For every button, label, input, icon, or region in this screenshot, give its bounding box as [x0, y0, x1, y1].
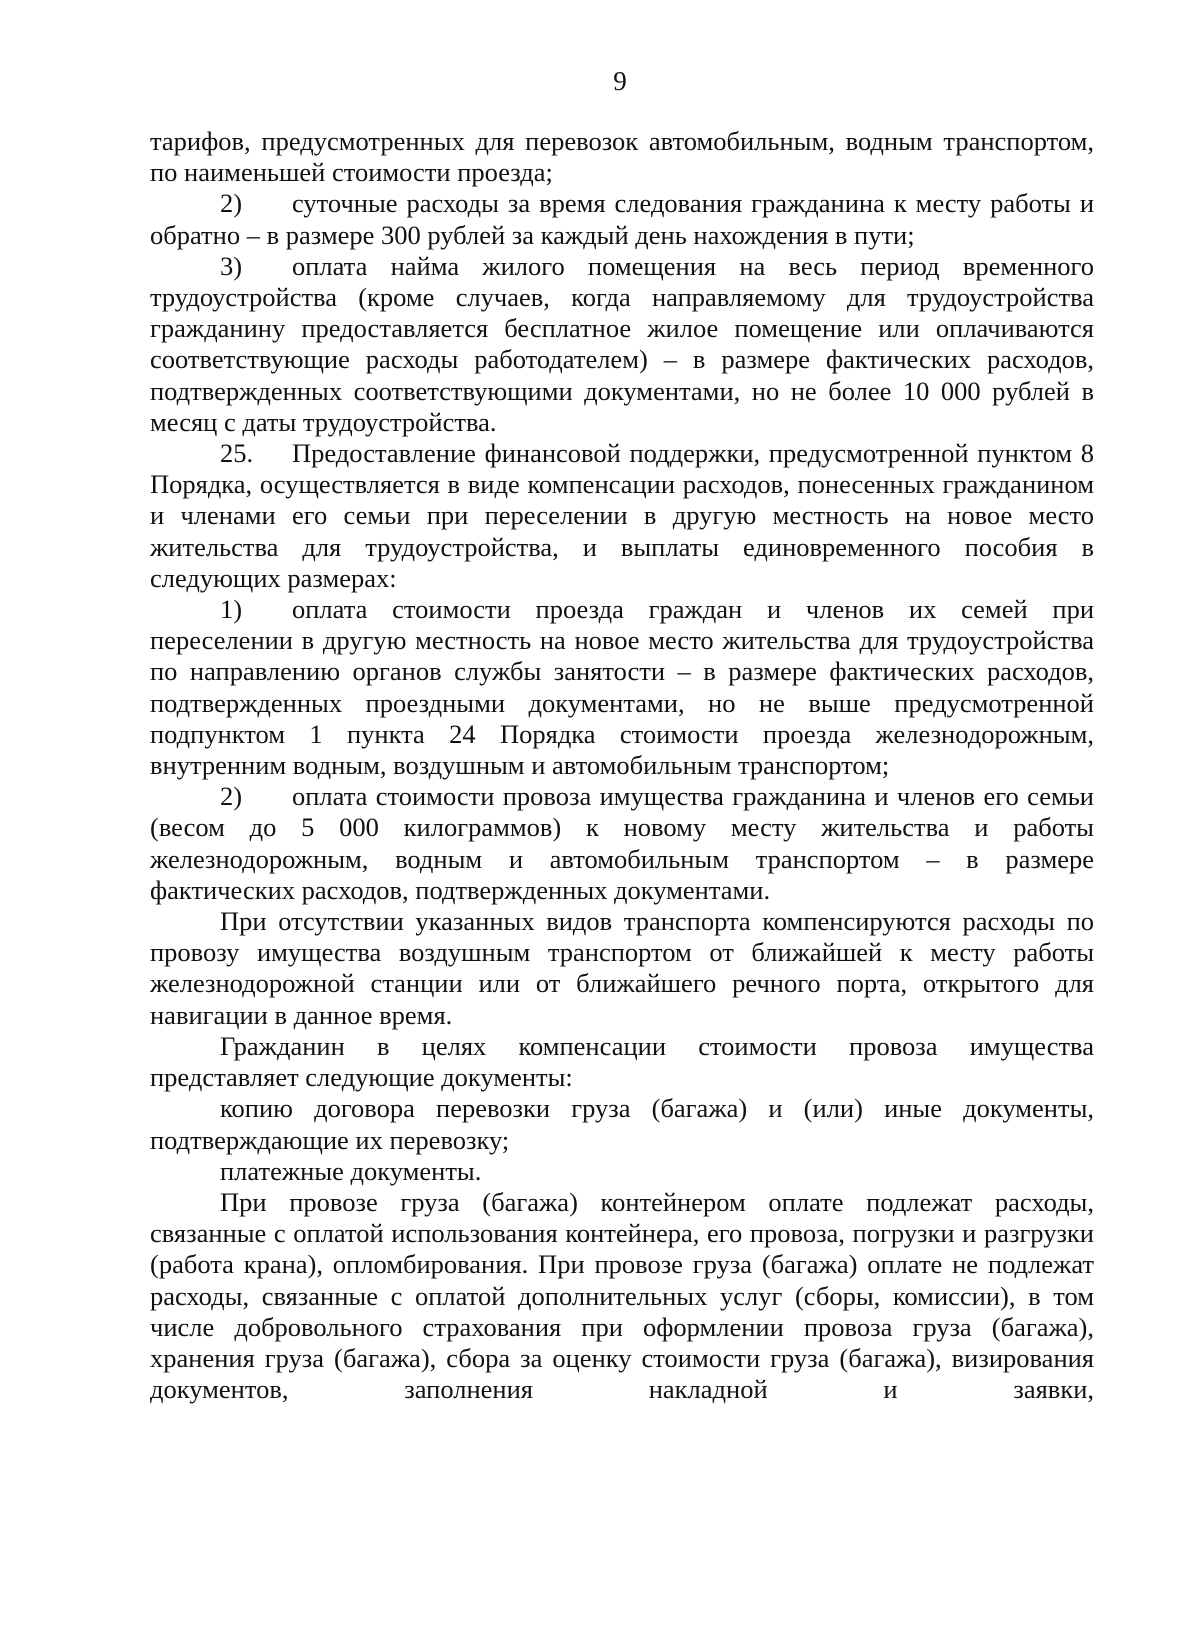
- item-number: 2): [220, 188, 243, 219]
- paragraph-payment-documents: [150, 1156, 1094, 1187]
- paragraph-air-transport: [150, 906, 1094, 1031]
- paragraph-text: оплата найма жилого помещения на весь период временного трудоустройства (кроме случаев, когда направляемому для трудоустройства гражданину предоставляется бесплатное жилое помещение или оплачиваются соответствующие расходы работодателем) – в размере фактических расходов, подтвержденных соответствующими документами, но не более 10 000 рублей в месяц с даты трудоустройства.: [150, 250, 1094, 437]
- document-body: [150, 126, 1094, 1405]
- paragraph-documents-intro: [150, 1031, 1094, 1093]
- item-number: 2): [220, 781, 243, 812]
- paragraph-container-shipping: [150, 1187, 1094, 1405]
- paragraph-text: суточные расходы за время следования гражданина к месту работы и обратно – в размере 300 рублей за каждый день нахождения в пути;: [150, 188, 1094, 250]
- paragraph-text: платежные документы.: [220, 1155, 482, 1186]
- section-number: 25.: [220, 438, 254, 469]
- item-number: 3): [220, 250, 243, 281]
- paragraph-text: оплата стоимости провоза имущества гражданина и членов его семьи (весом до 5 000 килограммов) к новому месту жительства и работы железнодорожным, водным и автомобильным транспортом – в размере фактических расходов, подтвержденных документами.: [150, 781, 1094, 905]
- paragraph-item-2-property-transport: [150, 781, 1094, 906]
- paragraph-text: копию договора перевозки груза (багажа) и (или) иные документы, подтверждающие их перевозку;: [150, 1093, 1094, 1155]
- paragraph-text: оплата стоимости проезда граждан и членов их семей при переселении в другую местность на новое место жительства для трудоустройства по направлению органов службы занятости – в размере фактических расходов, подтвержденных проездными документами, но не выше предусмотренной подпунктом 1 пункта 24 Порядка стоимости проезда железнодорожным, внутренним водным, воздушным и автомобильным транспортом;: [150, 594, 1094, 781]
- paragraph-text: Гражданин в целях компенсации стоимости провоза имущества представляет следующие документы:: [150, 1030, 1094, 1093]
- paragraph-text: При отсутствии указанных видов транспорта компенсируются расходы по провозу имущества воздушным транспортом от ближайшей к месту работы железнодорожной станции или от ближайшего речного порта, открытого для навигации в данное время.: [150, 906, 1094, 1030]
- paragraph-tariffs: [150, 126, 1094, 188]
- paragraph-text: При провозе груза (багажа) контейнером оплате подлежат расходы, связанные с оплатой использования контейнера, его провоза, погрузки и разгрузки (работа крана), опломбирования. При провозе груза (багажа) оплате не подлежат расходы, связанные с оплатой дополнительных услуг (сборы, комиссии), в том числе добровольного страхования при оформлении провоза груза (багажа), хранения груза (багажа), сбора за оценку стоимости груза (багажа), визирования документов, заполнения накладной и заявки,: [150, 1186, 1094, 1405]
- paragraph-item-3-housing: [150, 251, 1094, 438]
- paragraph-item-2-daily-expenses: [150, 188, 1094, 250]
- item-number: 1): [220, 594, 243, 625]
- paragraph-text: тарифов, предусмотренных для перевозок автомобильным, водным транспортом, по наименьшей стоимости проезда;: [150, 126, 1094, 188]
- paragraph-text: Предоставление финансовой поддержки, предусмотренной пунктом 8 Порядка, осуществляется в виде компенсации расходов, понесенных гражданином и членами его семьи при переселении в другую местность на новое место жительства для трудоустройства, и выплаты единовременного пособия в следующих размерах:: [150, 438, 1094, 593]
- page-number: 9: [613, 66, 627, 96]
- paragraph-item-1-travel-cost: [150, 594, 1094, 781]
- paragraph-section-25: [150, 438, 1094, 594]
- paragraph-contract-copy: [150, 1093, 1094, 1155]
